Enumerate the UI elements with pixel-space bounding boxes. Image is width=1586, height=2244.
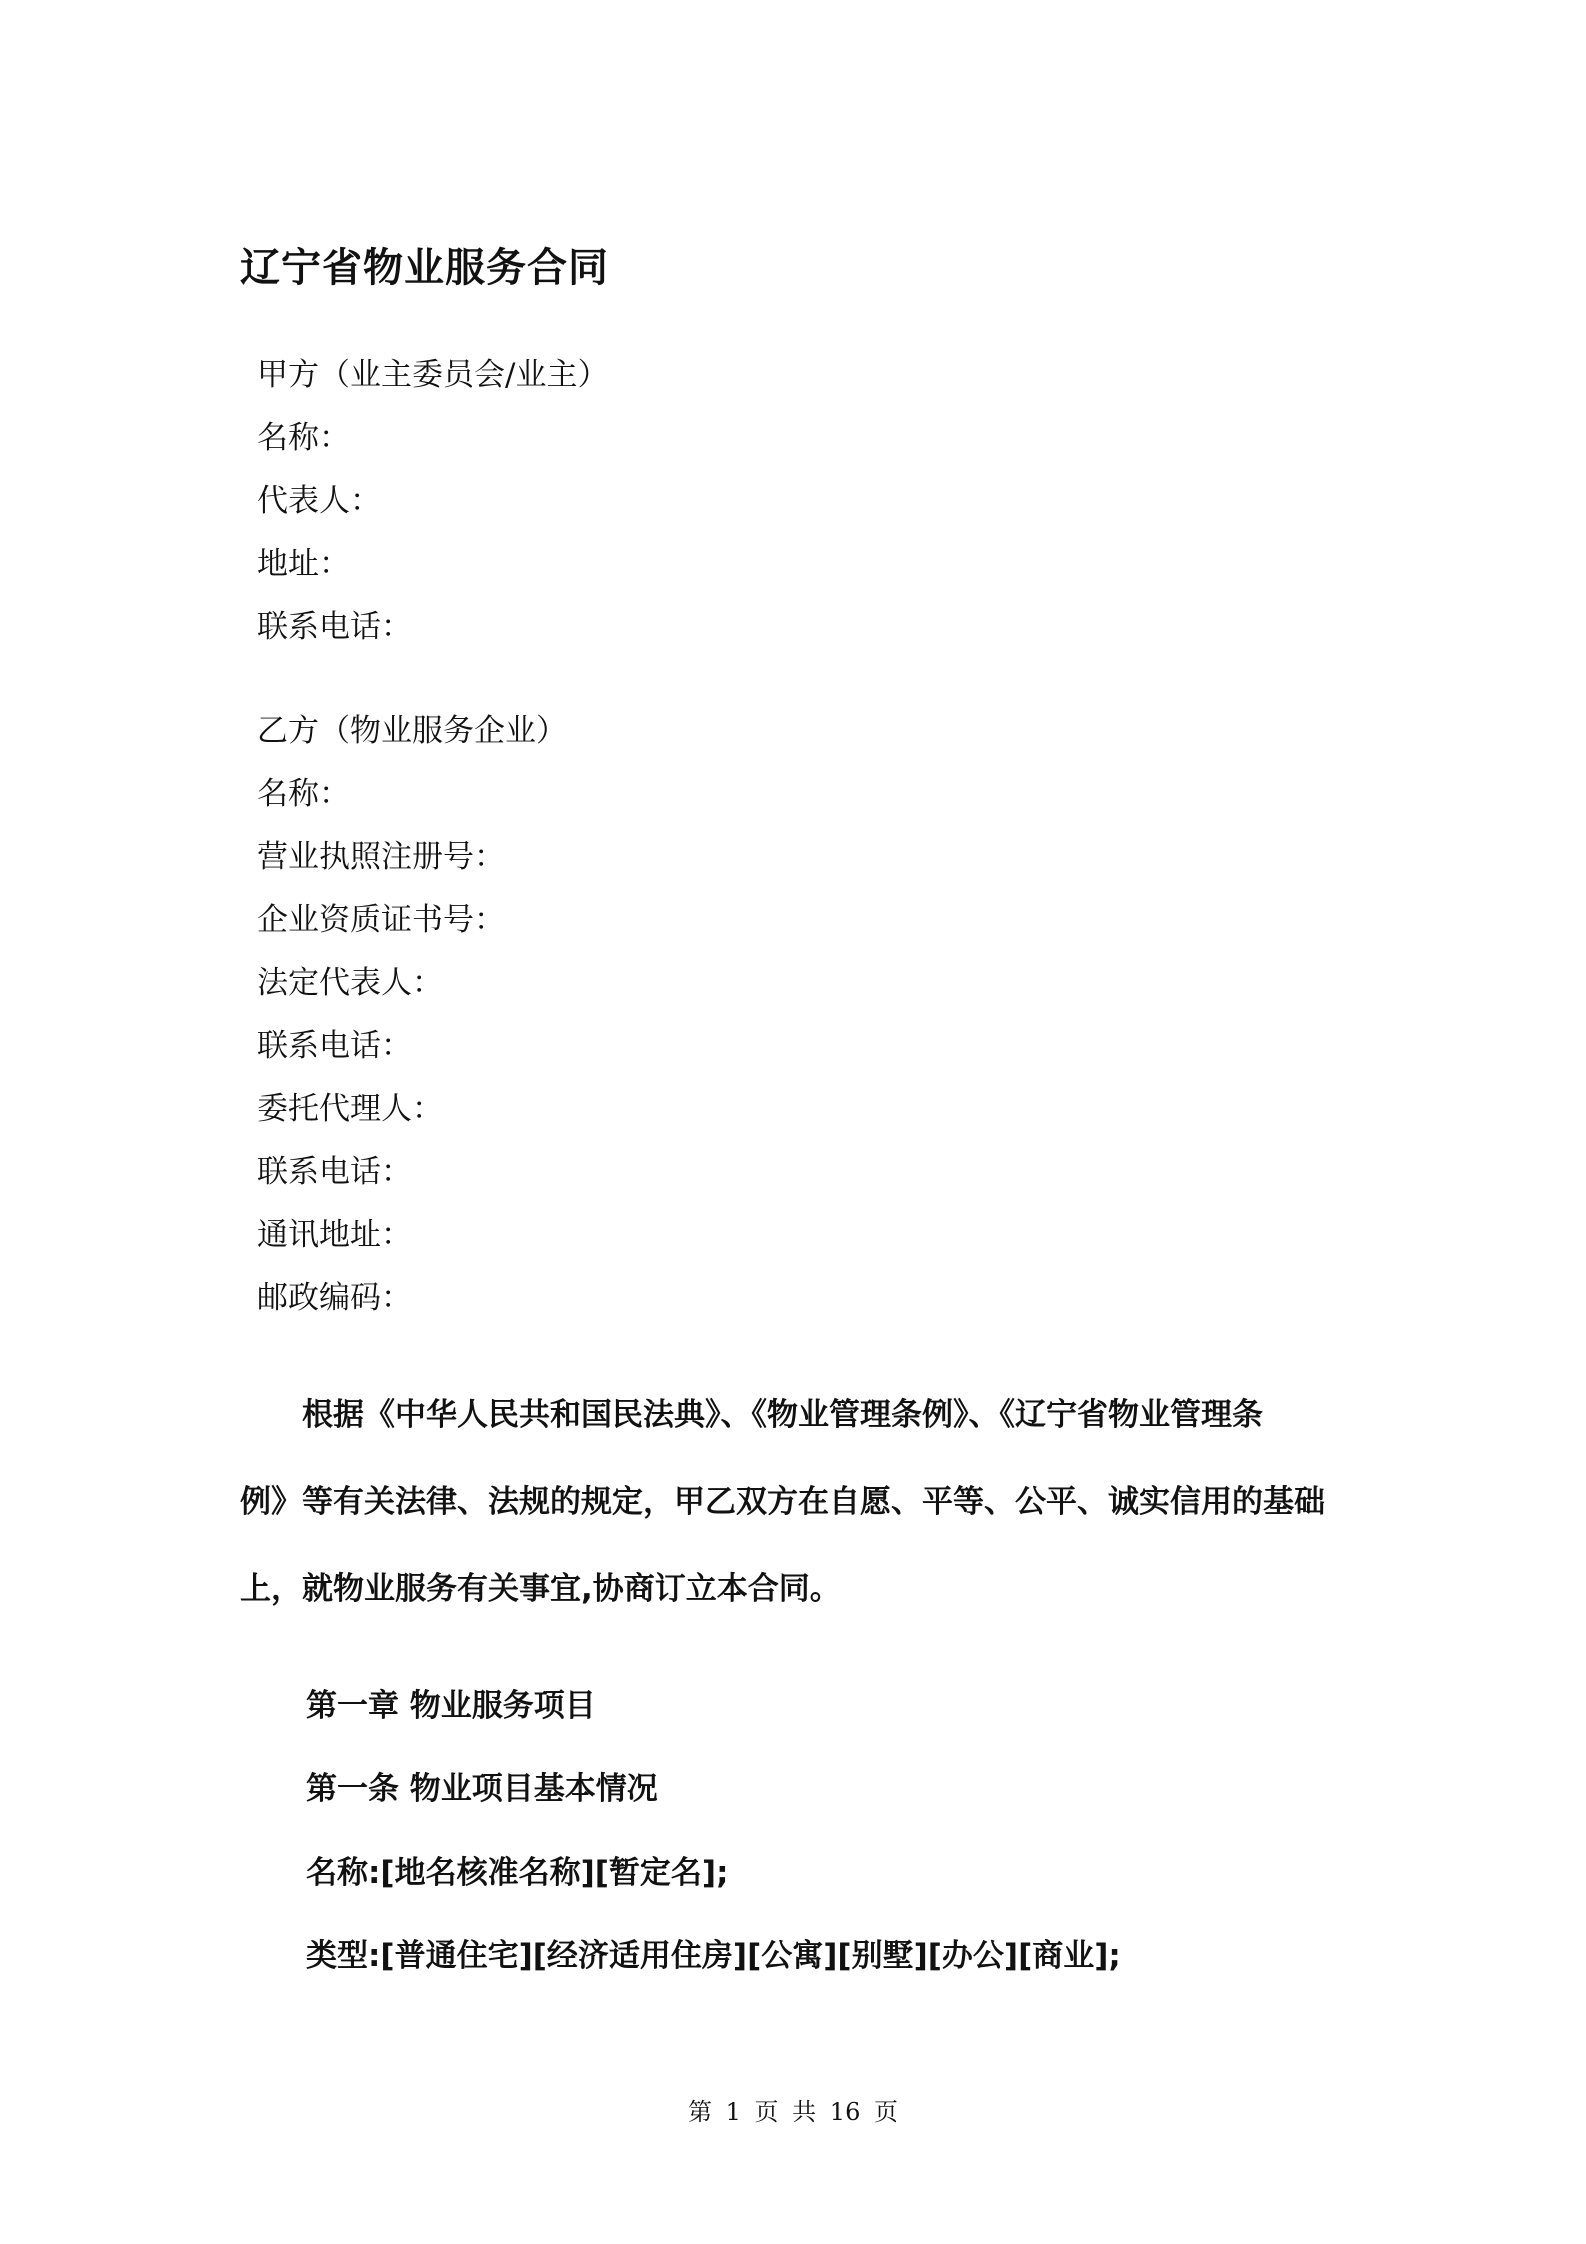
party-b-field-agent: 委托代理人： xyxy=(257,1091,443,1127)
project-name-line: 名称:[地名核准名称][暂定名]; xyxy=(306,1855,729,1891)
document-title: 辽宁省物业服务合同 xyxy=(240,245,609,291)
preamble-line: 上，就物业服务有关事宜,协商订立本合同。 xyxy=(240,1571,841,1607)
party-b-field-legal-rep: 法定代表人： xyxy=(257,965,443,1001)
party-b-field-name: 名称： xyxy=(257,776,350,812)
project-type-line: 类型:[普通住宅][经济适用住房][公寓][别墅][办公][商业]; xyxy=(306,1938,1121,1974)
party-a-field-address: 地址： xyxy=(257,546,350,582)
chapter-heading: 第一章 物业服务项目 xyxy=(306,1688,596,1724)
party-b-field-agent-phone: 联系电话： xyxy=(257,1154,412,1190)
party-b-field-mail-address: 通讯地址： xyxy=(257,1217,412,1253)
preamble-line: 例》等有关法律、法规的规定，甲乙双方在自愿、平等、公平、诚实信用的基础 xyxy=(240,1484,1325,1520)
preamble-paragraph xyxy=(240,1372,1360,1633)
party-a-field-representative: 代表人： xyxy=(257,483,381,519)
party-b-field-postcode: 邮政编码： xyxy=(257,1280,412,1316)
party-b-heading: 乙方（物业服务企业） xyxy=(257,713,567,749)
party-b-field-phone: 联系电话： xyxy=(257,1028,412,1064)
party-a-field-phone: 联系电话： xyxy=(257,609,412,645)
preamble-line: 根据《中华人民共和国民法典》、《物业管理条例》、《辽宁省物业管理条 xyxy=(302,1397,1263,1433)
article-heading: 第一条 物业项目基本情况 xyxy=(306,1771,658,1807)
party-a-field-name: 名称： xyxy=(257,420,350,456)
party-a-heading: 甲方（业主委员会/业主） xyxy=(257,357,609,393)
page-number-footer: 第 1 页 共 16 页 xyxy=(688,2098,898,2126)
party-b-field-qualification: 企业资质证书号： xyxy=(257,902,505,938)
party-a-block xyxy=(257,344,608,659)
party-b-field-license: 营业执照注册号： xyxy=(257,839,505,875)
party-b-block xyxy=(257,700,567,1330)
